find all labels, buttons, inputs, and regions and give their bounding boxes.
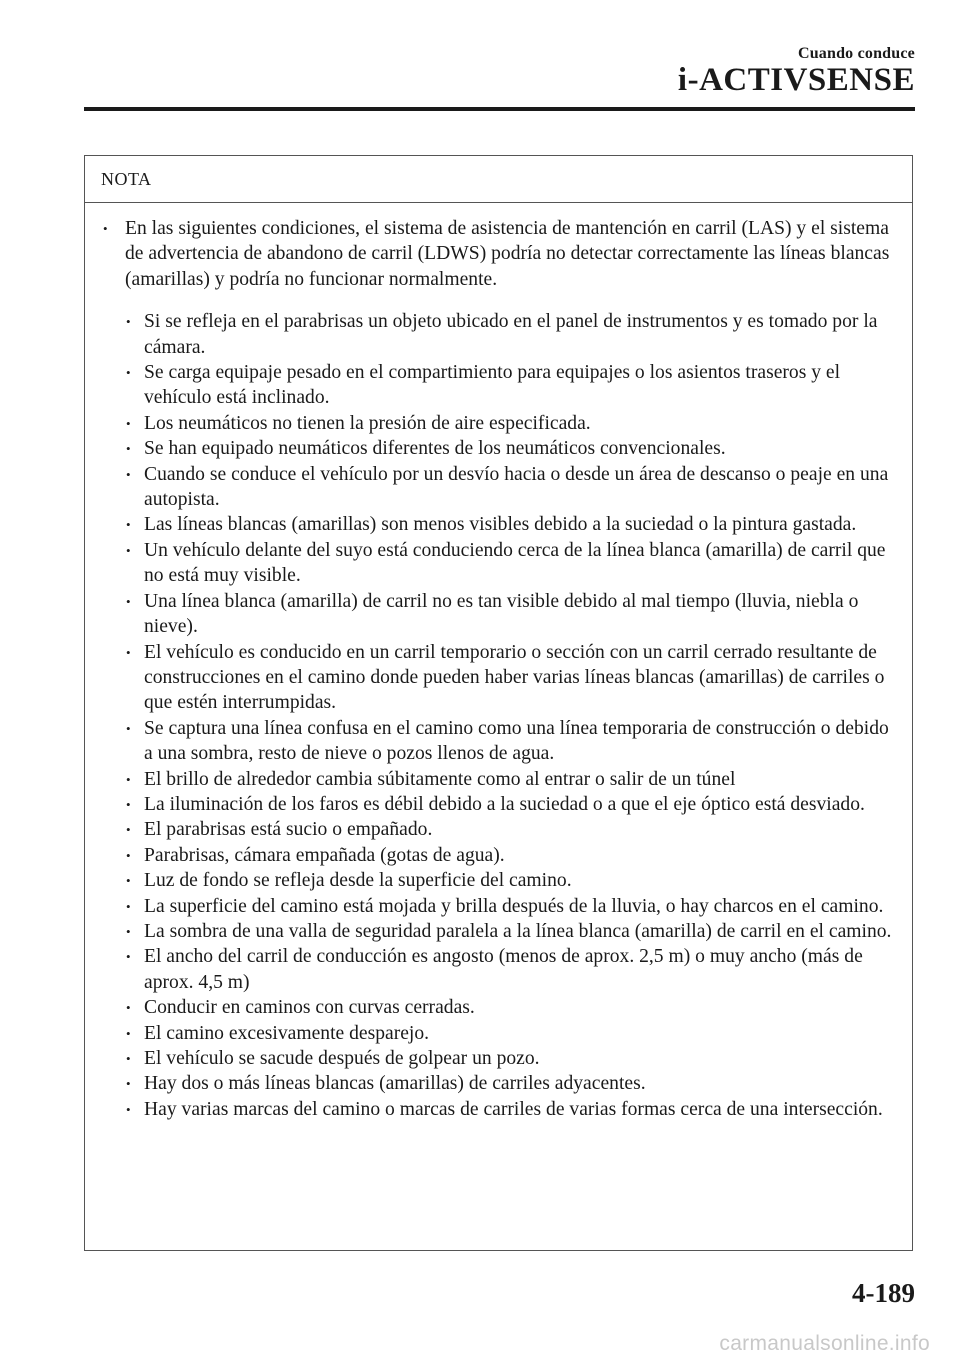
bullet-icon: • [126, 1101, 131, 1117]
header-divider [84, 107, 915, 111]
bullet-icon: • [126, 873, 131, 889]
note-box [84, 155, 913, 1251]
bullet-icon: • [126, 1025, 131, 1041]
watermark: carmanualsonline.info [719, 1332, 930, 1355]
condition-item [85, 538, 898, 589]
condition-text: Hay varias marcas del camino o marcas de carriles de varias formas cerca de una intersección. [144, 1098, 883, 1120]
bullet-icon: • [126, 771, 131, 787]
condition-text: El camino excesivamente desparejo. [144, 1022, 430, 1044]
bullet-icon: • [126, 542, 131, 558]
section-label: Cuando conduce [797, 45, 915, 62]
condition-text: El ancho del carril de conducción es angosto (menos de aprox. 2,5 m) o muy ancho (más de aprox. 4,5 m) [144, 946, 863, 993]
condition-item [85, 462, 898, 513]
condition-item [85, 512, 898, 537]
condition-list [85, 309, 898, 1122]
condition-item [85, 436, 898, 461]
note-body [85, 203, 912, 1122]
condition-text: Una línea blanca (amarilla) de carril no es tan visible debido al mal tiempo (lluvia, niebla o nieve). [144, 590, 859, 638]
condition-text: El vehículo se sacude después de golpear un pozo. [144, 1048, 540, 1069]
condition-item [85, 309, 898, 360]
bullet-icon: • [126, 1076, 131, 1092]
condition-item [85, 411, 898, 436]
condition-item [85, 868, 898, 893]
page-number: 4-189 [852, 1278, 915, 1308]
condition-text: Un vehículo delante del suyo está conduciendo cerca de la línea blanca (amarilla) de carril que no está muy visible. [144, 539, 886, 587]
bullet-icon: • [126, 517, 131, 533]
bullet-icon: • [103, 221, 108, 236]
bullet-icon: • [126, 365, 131, 381]
condition-item [85, 360, 898, 411]
condition-text: La superficie del camino está mojada y brilla después de la lluvia, o hay charcos en el camino. [144, 895, 884, 917]
condition-item [85, 1071, 898, 1096]
condition-item [85, 944, 898, 995]
condition-item [85, 716, 898, 767]
condition-text: Cuando se conduce el vehículo por un desvío hacia o desde un área de descanso o peaje en una autopista. [144, 463, 889, 511]
condition-item [85, 792, 898, 817]
bullet-icon: • [126, 1000, 131, 1016]
note-title: NOTA [85, 156, 912, 203]
bullet-icon: • [126, 923, 131, 939]
condition-item [85, 995, 898, 1020]
condition-text: El parabrisas está sucio o empañado. [144, 819, 433, 841]
bullet-icon: • [126, 822, 131, 838]
condition-item [85, 894, 898, 919]
condition-text: Se carga equipaje pesado en el compartimiento para equipajes o los asientos traseros y el vehículo está inclinado. [144, 362, 841, 409]
bullet-icon: • [126, 796, 131, 812]
condition-item [85, 843, 898, 868]
condition-item [85, 817, 898, 842]
condition-text: Luz de fondo se refleja desde la superficie del camino. [144, 870, 572, 892]
condition-text: Hay dos o más líneas blancas (amarillas) de carriles adyacentes. [144, 1073, 646, 1095]
condition-item [85, 767, 898, 792]
note-intro-item [85, 216, 898, 292]
bullet-icon: • [126, 415, 131, 431]
condition-text: Conducir en caminos con curvas cerradas. [144, 997, 475, 1019]
condition-item [85, 919, 898, 944]
condition-text: Las líneas blancas (amarillas) son menos visibles debido a la suciedad o la pintura gastada. [144, 514, 857, 536]
bullet-icon: • [126, 314, 131, 330]
bullet-icon: • [126, 720, 131, 736]
bullet-icon: • [126, 466, 131, 482]
condition-text: El brillo de alrededor cambia súbitamente como al entrar o salir de un túnel [144, 768, 736, 790]
condition-text: Parabrisas, cámara empañada (gotas de agua). [144, 844, 505, 866]
condition-text: Si se refleja en el parabrisas un objeto ubicado en el panel de instrumentos y es tomado por la cámara. [144, 311, 878, 358]
chapter-title: i-ACTIVSENSE [677, 62, 915, 98]
bullet-icon: • [126, 949, 131, 965]
condition-item [85, 1046, 898, 1071]
condition-item [85, 589, 898, 640]
condition-item [85, 1021, 898, 1046]
bullet-icon: • [126, 898, 131, 914]
bullet-icon: • [126, 847, 131, 863]
note-intro-text: En las siguientes condiciones, el sistema de asistencia de mantención en carril (LAS) y el sistema de advertencia de abandono de carril (LDWS) podría no detectar correctamente las líneas blancas (amarillas) y podría no funcionar normalmente. [125, 218, 890, 290]
condition-item [85, 640, 898, 716]
condition-text: El vehículo es conducido en un carril temporario o sección con un carril cerrado resultante de construcciones en el camino donde pueden haber varias líneas blancas (amarillas) de carriles o que estén interrumpidas. [144, 641, 885, 714]
condition-text: Se han equipado neumáticos diferentes de los neumáticos convencionales. [144, 438, 726, 460]
bullet-icon: • [126, 593, 131, 609]
condition-text: Los neumáticos no tienen la presión de aire especificada. [144, 412, 591, 434]
condition-text: La iluminación de los faros es débil debido a la suciedad o a que el eje óptico está desviado. [144, 793, 865, 815]
bullet-icon: • [126, 1051, 131, 1066]
bullet-icon: • [126, 644, 131, 660]
condition-text: Se captura una línea confusa en el camino como una línea temporaria de construcción o debido a una sombra, resto de nieve o pozos llenos de agua. [144, 717, 889, 765]
condition-item [85, 1097, 898, 1122]
bullet-icon: • [126, 441, 131, 457]
condition-text: La sombra de una valla de seguridad paralela a la línea blanca (amarilla) de carril en el camino. [144, 920, 892, 942]
